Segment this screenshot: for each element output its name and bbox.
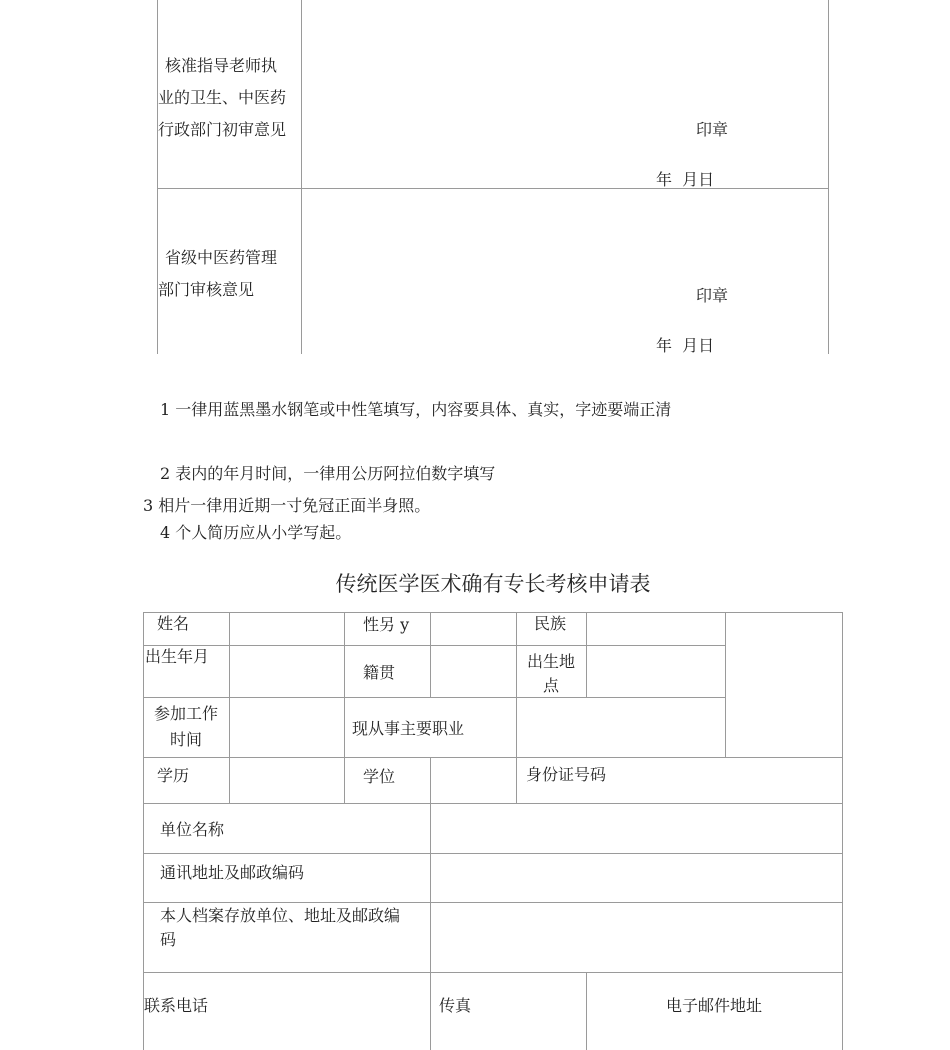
label-email: 电子邮件地址 — [665, 996, 762, 1015]
label-id-number: 身份证号码 — [526, 765, 607, 784]
label-education: 学历 — [157, 766, 190, 785]
form-line — [725, 612, 726, 757]
form-line — [586, 612, 587, 697]
approval-row1-label-line: 核准指导老师执 — [165, 56, 278, 75]
form-line — [516, 612, 517, 803]
approval-row1-label-line: 行政部门初审意见 — [158, 120, 287, 139]
approval-row2-seal: 印章 — [696, 286, 729, 305]
label-ethnicity: 民族 — [534, 614, 567, 633]
label-current-job: 现从事主要职业 — [352, 719, 465, 738]
label-archive-line: 本人档案存放单位、地址及邮政编 — [160, 906, 401, 925]
label-degree: 学位 — [363, 767, 396, 786]
form-line — [143, 853, 843, 854]
label-phone: 联系电话 — [144, 996, 209, 1015]
form-line — [229, 612, 230, 803]
note-item: 3 相片一律用近期一寸免冠正面半身照。 — [143, 496, 431, 515]
note-item: 4 个人简历应从小学写起。 — [160, 523, 352, 542]
form-line — [143, 972, 843, 973]
label-birth-date: 出生年月 — [145, 647, 210, 666]
table-border-divider — [301, 0, 302, 354]
note-item: 1 一律用蓝黑墨水钢笔或中性笔填写，内容要具体、真实，字迹要端正清 — [160, 400, 672, 419]
label-gender: 性另 y — [363, 615, 410, 634]
form-line — [430, 757, 431, 1050]
approval-row1-date: 年 月日 — [656, 170, 715, 189]
form-line — [143, 612, 843, 613]
form-line — [143, 697, 726, 698]
label-birth-place-line: 点 — [542, 676, 559, 695]
label-native-place: 籍贯 — [363, 663, 396, 682]
form-line — [842, 612, 843, 1050]
form-line — [143, 645, 726, 646]
note-item: 2 表内的年月时间，一律用公历阿拉伯数字填写 — [160, 464, 496, 483]
approval-row2-date: 年 月日 — [656, 336, 715, 355]
label-address-postcode: 通讯地址及邮政编码 — [160, 863, 305, 882]
label-archive — [160, 906, 400, 950]
approval-row2-label-line: 部门审核意见 — [158, 280, 255, 299]
table-border-right — [828, 0, 829, 354]
table-row-divider — [157, 188, 829, 189]
label-fax: 传真 — [439, 996, 472, 1015]
label-work-start-line: 时间 — [169, 730, 202, 749]
label-archive-line: 码 — [160, 930, 177, 949]
form-line — [143, 803, 843, 804]
approval-row1-label-line: 业的卫生、中医药 — [158, 88, 287, 107]
form-line — [143, 902, 843, 903]
form-title: 传统医学医术确有专长考核申请表 — [335, 572, 651, 596]
label-work-start — [143, 704, 229, 750]
label-employer: 单位名称 — [160, 820, 225, 839]
label-birth-place — [516, 652, 586, 696]
label-name: 姓名 — [157, 614, 190, 633]
approval-row2-label — [158, 242, 300, 306]
label-birth-place-line: 出生地 — [526, 652, 575, 671]
form-line — [344, 612, 345, 803]
approval-row2-label-line: 省级中医药管理 — [165, 248, 278, 267]
approval-row1-label — [158, 50, 300, 146]
label-work-start-line: 参加工作 — [153, 704, 218, 723]
form-line — [430, 612, 431, 697]
form-line — [143, 757, 843, 758]
form-line — [143, 612, 144, 1050]
approval-row1-seal: 印章 — [696, 120, 729, 139]
